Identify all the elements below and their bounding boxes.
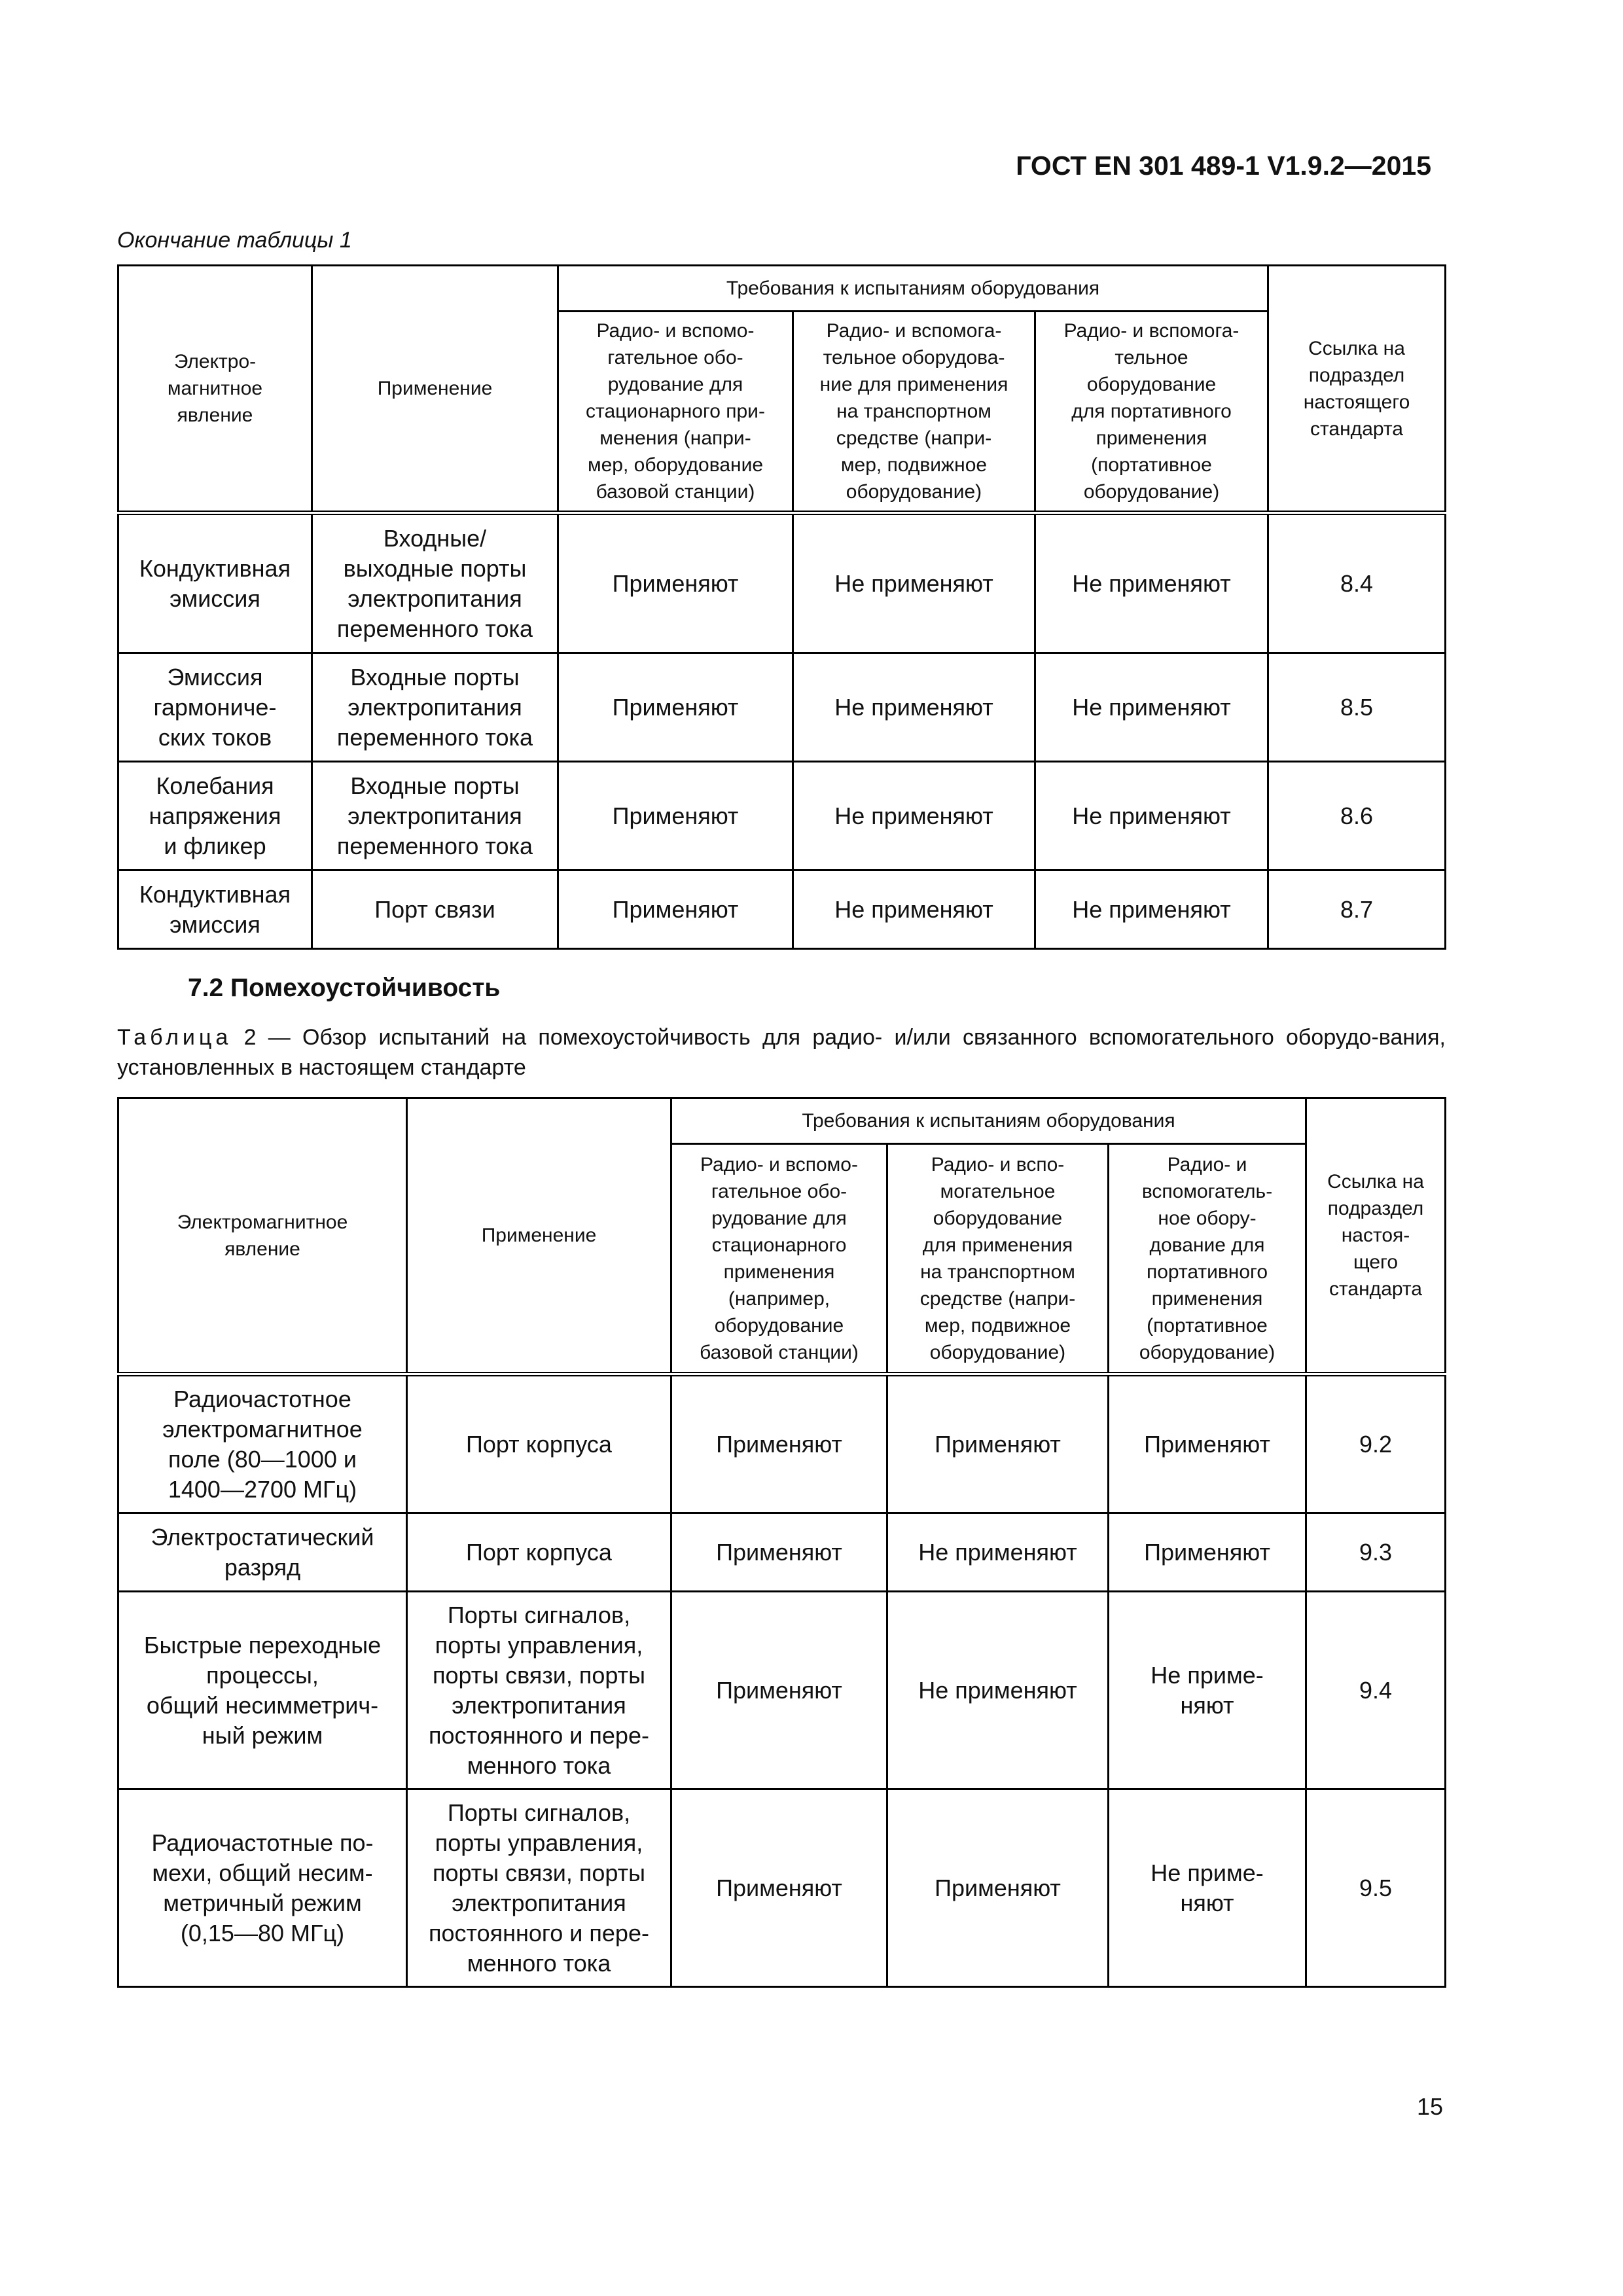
cell-reference: 8.4 [1268,513,1446,653]
page-number: 15 [1416,2093,1443,2120]
cell-reference: 8.6 [1268,762,1446,870]
cell-stationary: Применяют [558,870,793,949]
cell-reference: 8.5 [1268,653,1446,762]
cell-stationary: Применяют [671,1374,887,1513]
header-requirements: Требования к испытаниям оборудования [671,1098,1306,1144]
table-caption [117,1022,1446,1083]
section-title: 7.2 Помехоустойчивость [188,974,501,1002]
cell-portable: Применяют [1109,1374,1306,1513]
header-application: Применение [407,1098,671,1374]
table-continuation-caption: Окончание таблицы 1 [117,228,352,253]
table-row [118,513,1446,653]
cell-vehicular: Применяют [887,1789,1109,1987]
header-portable: Радио- и вспомогатель- ное обору- дование для портативного применения (портативное оборудование) [1109,1144,1306,1374]
cell-reference: 9.4 [1306,1592,1446,1789]
cell-phenomenon: Эмиссия гармониче- ских токов [118,653,312,762]
table-row [118,1374,1446,1513]
cell-phenomenon: Колебания напряжения и фликер [118,762,312,870]
cell-application: Входные порты электропитания переменного тока [312,653,558,762]
cell-application: Входные/ выходные порты электропитания переменного тока [312,513,558,653]
cell-portable: Не применяют [1035,653,1268,762]
header-phenomenon: Электромагнитное явление [118,1098,407,1374]
cell-application: Порт корпуса [407,1374,671,1513]
cell-application: Входные порты электропитания переменного тока [312,762,558,870]
cell-portable: Применяют [1109,1513,1306,1592]
table-row [118,1789,1446,1987]
emission-table [117,264,1446,950]
cell-application: Порт связи [312,870,558,949]
header-vehicular: Радио- и вспомога- тельное оборудова- ние для применения на транспортном средстве (напри- мер, подвижное оборудование) [793,312,1035,513]
cell-stationary: Применяют [558,513,793,653]
cell-vehicular: Не применяют [887,1513,1109,1592]
cell-portable: Не приме- няют [1109,1789,1306,1987]
cell-phenomenon: Быстрые переходные процессы, общий несимметрич- ный режим [118,1592,407,1789]
table-caption-text: 2 — Обзор испытаний на помехоустойчивость для радио- и/или связанного вспомогательного оборудо-вания, установленных в настоящем стандарте [117,1025,1446,1080]
header-requirements: Требования к испытаниям оборудования [558,266,1268,312]
document-code: ГОСТ EN 301 489-1 V1.9.2—2015 [1016,151,1431,181]
immunity-table [117,1097,1446,1988]
table-row [118,870,1446,949]
cell-vehicular: Не применяют [793,653,1035,762]
cell-phenomenon: Радиочастотное электромагнитное поле (80—1000 и 1400—2700 МГц) [118,1374,407,1513]
cell-portable: Не применяют [1035,513,1268,653]
cell-phenomenon: Кондуктивная эмиссия [118,870,312,949]
cell-reference: 9.3 [1306,1513,1446,1592]
cell-vehicular: Не применяют [793,762,1035,870]
cell-portable: Не приме- няют [1109,1592,1306,1789]
cell-portable: Не применяют [1035,762,1268,870]
header-stationary: Радио- и вспомо- гательное обо- рудование для стационарного при- менения (напри- мер, оборудование базовой станции) [558,312,793,513]
cell-reference: 9.2 [1306,1374,1446,1513]
table-row [118,653,1446,762]
cell-vehicular: Не применяют [793,870,1035,949]
cell-application: Порты сигналов, порты управления, порты связи, порты электропитания постоянного и пере- менного тока [407,1592,671,1789]
header-portable: Радио- и вспомога- тельное оборудование для портативного применения (портативное оборудование) [1035,312,1268,513]
cell-application: Порты сигналов, порты управления, порты связи, порты электропитания постоянного и пере- менного тока [407,1789,671,1987]
cell-stationary: Применяют [671,1513,887,1592]
header-stationary: Радио- и вспомо- гательное обо- рудование для стационарного применения (например, оборудование базовой станции) [671,1144,887,1374]
table-row [118,1513,1446,1592]
table-row [118,762,1446,870]
cell-vehicular: Не применяют [793,513,1035,653]
cell-vehicular: Не применяют [887,1592,1109,1789]
cell-stationary: Применяют [671,1789,887,1987]
table-caption-label: Таблица [117,1025,232,1050]
header-reference: Ссылка на подраздел настоящего стандарта [1268,266,1446,513]
header-application: Применение [312,266,558,513]
cell-application: Порт корпуса [407,1513,671,1592]
cell-phenomenon: Радиочастотные по- мехи, общий несим- метричный режим (0,15—80 МГц) [118,1789,407,1987]
cell-stationary: Применяют [558,762,793,870]
cell-phenomenon: Кондуктивная эмиссия [118,513,312,653]
cell-portable: Не применяют [1035,870,1268,949]
table-row [118,1592,1446,1789]
cell-reference: 9.5 [1306,1789,1446,1987]
header-reference: Ссылка на подраздел настоя- щего стандарта [1306,1098,1446,1374]
cell-reference: 8.7 [1268,870,1446,949]
cell-phenomenon: Электростатический разряд [118,1513,407,1592]
cell-stationary: Применяют [671,1592,887,1789]
header-vehicular: Радио- и вспо- могательное оборудование для применения на транспортном средстве (напри- мер, подвижное оборудование) [887,1144,1109,1374]
header-phenomenon: Электро- магнитное явление [118,266,312,513]
cell-stationary: Применяют [558,653,793,762]
cell-vehicular: Применяют [887,1374,1109,1513]
